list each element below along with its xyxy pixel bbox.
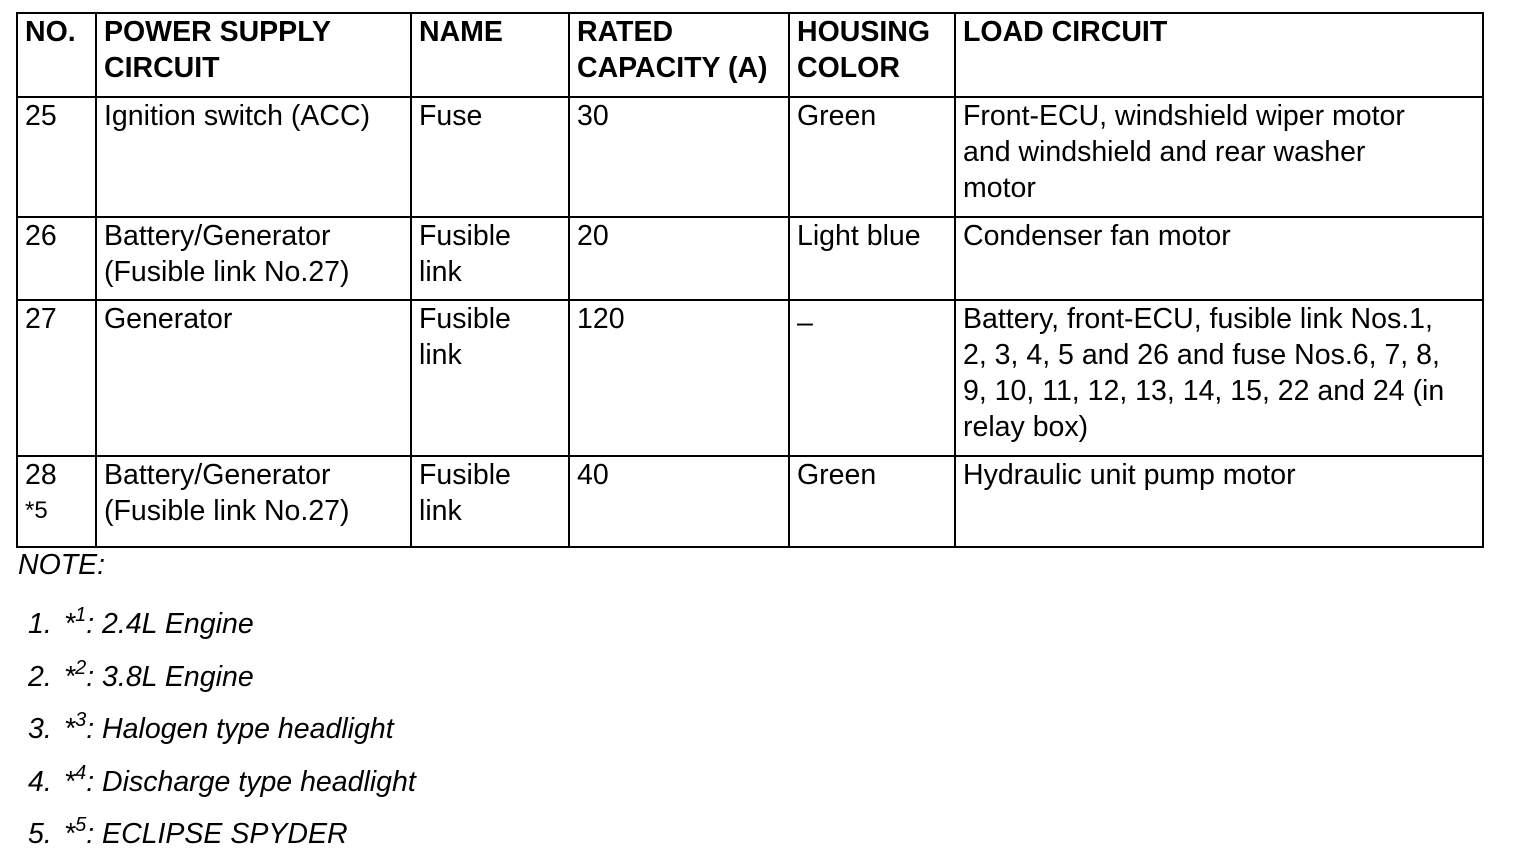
cell-name: Fusible link (411, 300, 569, 456)
footnote-marker: *5 (25, 497, 48, 524)
cell-no: 26 (17, 217, 96, 300)
table-row (17, 217, 1483, 300)
note-item: 5. *$^5$: ECLIPSE SPYDER (28, 814, 348, 850)
cell-no: 28 *5 (17, 456, 96, 547)
cell-housing-color: Light blue (789, 217, 955, 300)
cell-capacity: 20 (569, 217, 789, 300)
cell-load-circuit: Hydraulic unit pump motor (955, 456, 1483, 547)
cell-capacity: 30 (569, 97, 789, 217)
table-row (17, 97, 1483, 217)
notes-title: NOTE: (18, 549, 106, 581)
cell-name: Fuse (411, 97, 569, 217)
header-name: NAME (411, 13, 569, 97)
cell-power-supply: Battery/Generator (Fusible link No.27) (96, 217, 411, 300)
header-row (17, 13, 1483, 97)
cell-housing-color: Green (789, 97, 955, 217)
cell-no: 27 (17, 300, 96, 456)
notes-list (18, 598, 416, 861)
table-header (17, 13, 1483, 97)
table-row (17, 456, 1483, 547)
cell-name: Fusible link (411, 456, 569, 547)
header-housing-color: HOUSING COLOR (789, 13, 955, 97)
cell-power-supply: Ignition switch (ACC) (96, 97, 411, 217)
cell-load-circuit: Condenser fan motor (955, 217, 1483, 300)
cell-load-circuit: Front-ECU, windshield wiper motor and windshield and rear washer motor (955, 97, 1483, 217)
cell-capacity: 40 (569, 456, 789, 547)
header-rated-capacity: RATED CAPACITY (A) (569, 13, 789, 97)
note-item: 2. *$^2$: 3.8L Engine (28, 656, 254, 693)
table-row (17, 300, 1483, 456)
cell-no: 25 (17, 97, 96, 217)
note-item: 4. *$^4$: Discharge type headlight (28, 761, 416, 798)
cell-power-supply: Generator (96, 300, 411, 456)
cell-name: Fusible link (411, 217, 569, 300)
header-power-supply-circuit: POWER SUPPLY CIRCUIT (96, 13, 411, 97)
cell-housing-color: – (789, 300, 955, 456)
header-load-circuit: LOAD CIRCUIT (955, 13, 1483, 97)
note-item: 1. *$^1$: 2.4L Engine (28, 604, 254, 640)
cell-capacity: 120 (569, 300, 789, 456)
fuse-table (16, 12, 1484, 548)
header-no: NO. (17, 13, 96, 97)
cell-power-supply: Battery/Generator (Fusible link No.27) (96, 456, 411, 547)
cell-load-circuit: Battery, front-ECU, fusible link Nos.1, 2, 3, 4, 5 and 26 and fuse Nos.6, 7, 8, 9, 10, 11, 12, 13, 14, 15, 22 and 24 (in relay box) (955, 300, 1483, 456)
note-item: 3. *$^3$: Halogen type headlight (28, 709, 394, 745)
notes-section (18, 548, 416, 861)
cell-housing-color: Green (789, 456, 955, 547)
